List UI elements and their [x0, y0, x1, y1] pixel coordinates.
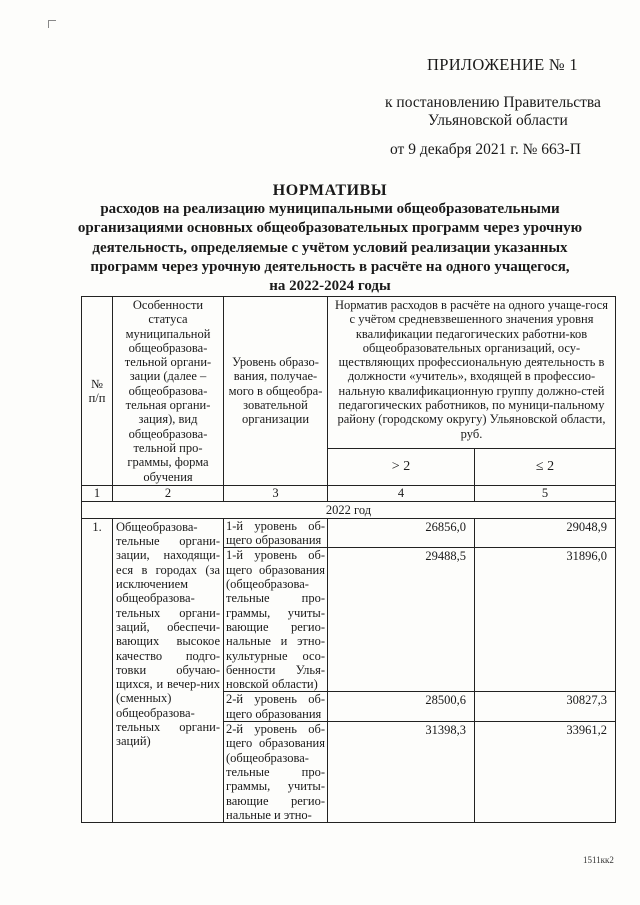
corner-mark: [48, 20, 56, 21]
title-line: на 2022-2024 годы: [269, 278, 391, 295]
title-heading: НОРМАТИВЫ: [272, 182, 388, 199]
value-le2: 33961,2: [475, 722, 616, 823]
value-gt2: 26856,0: [328, 518, 475, 548]
value-le2: 30827,3: [475, 692, 616, 722]
value-gt2: 28500,6: [328, 692, 475, 722]
column-numbers-row: [82, 485, 616, 501]
table-row: [82, 518, 616, 548]
title-line: деятельность, определяемые с учётом условий реализации указанных: [92, 239, 568, 256]
appendix-region-line: Ульяновской области: [428, 112, 568, 129]
header-gt2: > 2: [328, 448, 475, 485]
appendix-date-line: от 9 декабря 2021 г. № 663-П: [390, 141, 581, 158]
year-label: 2022 год: [82, 501, 616, 518]
footer-code: 1511кк2: [583, 855, 614, 865]
norms-table: [81, 296, 616, 823]
value-gt2: 29488,5: [328, 548, 475, 692]
row-number: 1.: [82, 518, 113, 822]
row-level: 1-й уровень об-щего образования (общеобразова-тельные про-граммы, учиты-вающие регио-нальные и этно-культурные осо-бенности Улья-новской области): [224, 548, 328, 692]
row-level: 1-й уровень об-щего образования: [224, 518, 328, 548]
column-number: 2: [113, 485, 224, 501]
value-le2: 29048,9: [475, 518, 616, 548]
column-number: 1: [82, 485, 113, 501]
appendix-title: ПРИЛОЖЕНИЕ № 1: [427, 55, 578, 74]
title-line: программ через урочную деятельность в расчёте на одного учащегося,: [90, 258, 570, 275]
title-line: организациями основных общеобразовательных программ через урочную: [77, 220, 583, 237]
appendix-resolution-line: к постановлению Правительства: [385, 94, 601, 111]
column-number: 3: [224, 485, 328, 501]
corner-mark: [48, 20, 49, 28]
header-le2: ≤ 2: [475, 448, 616, 485]
column-number: 4: [328, 485, 475, 501]
row-level: 2-й уровень об-щего образования: [224, 692, 328, 722]
header-level: Уровень образо-вания, получае-мого в общеобра-зовательной организации: [224, 297, 328, 486]
document-title: [70, 181, 590, 296]
header-num: № п/п: [82, 297, 113, 486]
title-line: расходов на реализацию муниципальными общеобразовательными: [100, 201, 560, 218]
value-le2: 31896,0: [475, 548, 616, 692]
header-features: Особенности статуса муниципальной общеобразова-тельной органи-зации (далее – общеобразова-тельная органи-зация), вид общеобразова-тельной про-граммы, форма обучения: [113, 297, 224, 486]
year-row: [82, 501, 616, 518]
value-gt2: 31398,3: [328, 722, 475, 823]
row-level: 2-й уровень об-щего образования (общеобразова-тельные про-граммы, учиты-вающие регио-нальные и этно-: [224, 722, 328, 823]
header-norm: Норматив расходов в расчёте на одного учаще-гося с учётом средневзвешенного значения уровня квалификации педагогических работни-ков общеобразовательных организаций, осу-ществляющих профессиональную деятельность в должности «учитель», входящей в профессио-нальную квалификационную группу должно-стей педагогических работников, по муници-пальному району (городскому округу) Ульяновской области, руб.: [328, 297, 616, 449]
row-features: Общеобразова-тельные органи-зации, находящи-еся в городах (за исключением общеобразова-тельных органи-заций, обеспечи-вающих высокое качество подго-товки обучаю-щихся, и вечер-них (сменных) общеобразова-тельных органи-заций): [113, 518, 224, 822]
column-number: 5: [475, 485, 616, 501]
